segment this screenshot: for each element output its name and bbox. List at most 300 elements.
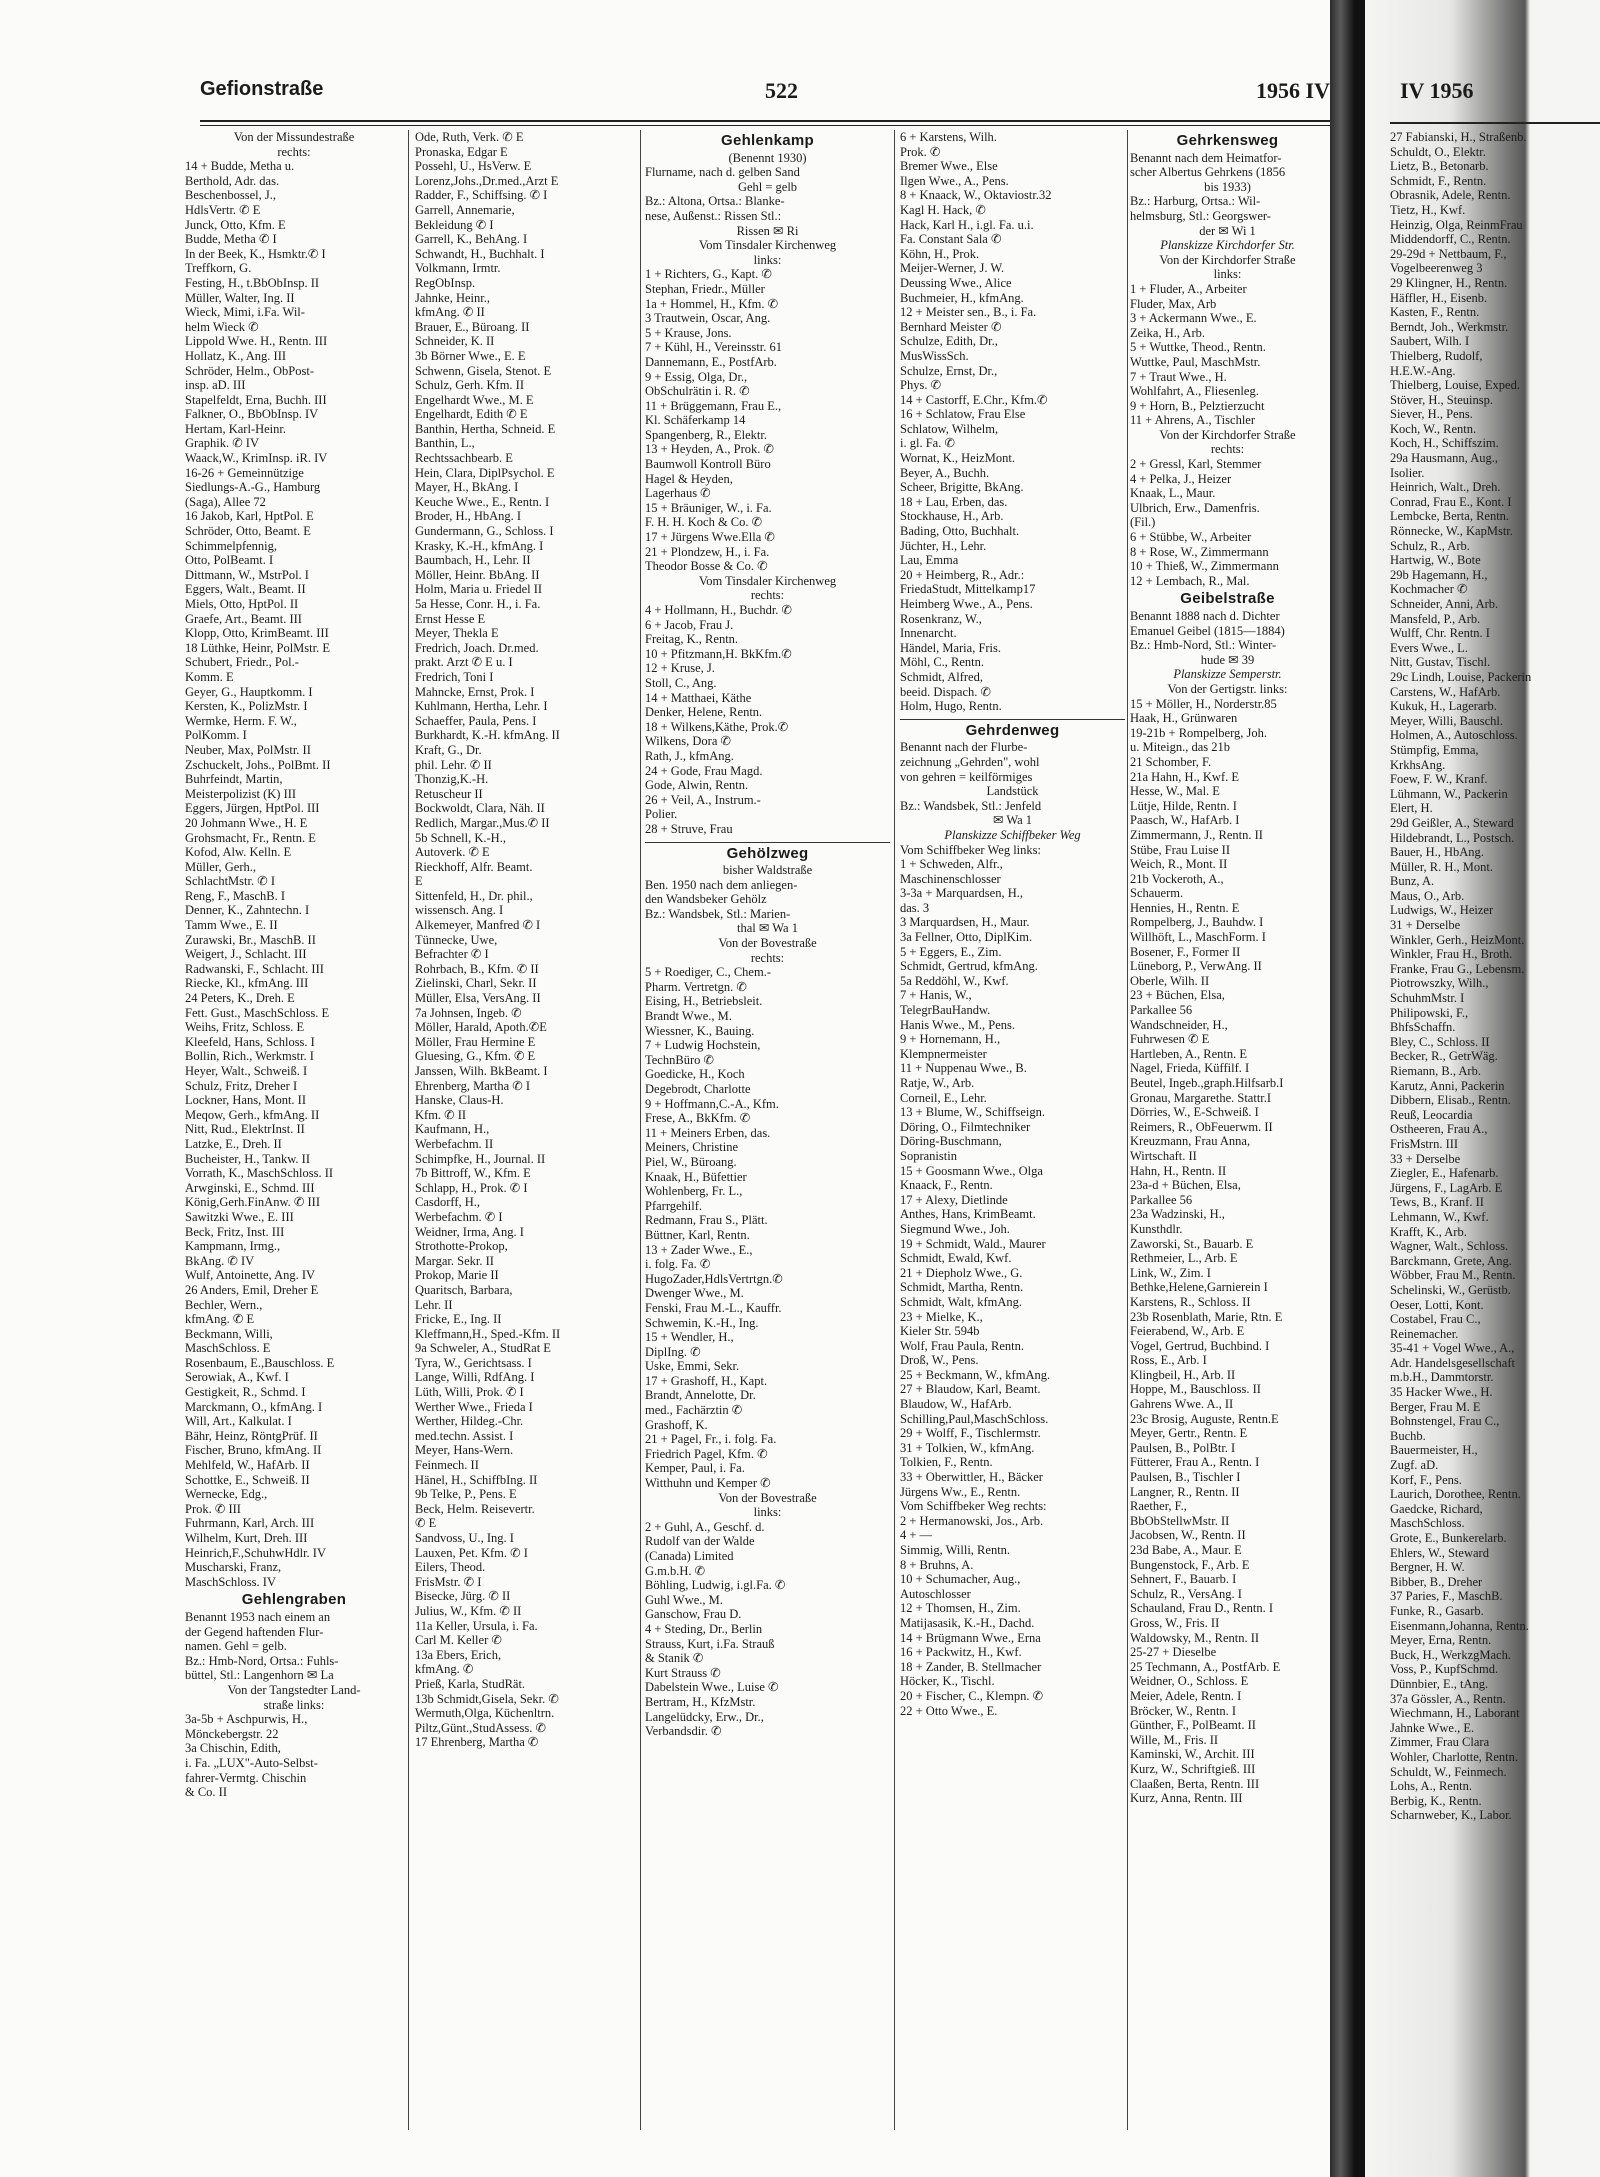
resident-entry: Schmidt, Ewald, Kwf. — [900, 1251, 1012, 1266]
resident-entry: Werbefachm. ✆ I — [415, 1209, 503, 1224]
resident-entry: Komm. E — [185, 669, 234, 684]
resident-entry: 21a Hahn, H., Kwf. E — [1130, 769, 1240, 784]
resident-entry: Langelüdcky, Erw., Dr., — [645, 1709, 764, 1724]
direction-note: Vom Tinsdaler Kirchenweg — [698, 238, 837, 253]
resident-entry: 3b Börner Wwe., E. E — [415, 348, 526, 363]
resident-entry: Wulf, Antoinette, Ang. IV — [185, 1268, 316, 1283]
resident-entry: Barckmann, Grete, Ang. — [1390, 1253, 1512, 1268]
resident-entry: Treffkorn, G. — [185, 261, 252, 276]
resident-entry: Schulze, Ernst, Dr., — [900, 363, 998, 378]
resident-entry: Dibbern, Elisab., Rentn. — [1390, 1093, 1511, 1108]
resident-entry: Paasch, W., HafArb. I — [1130, 813, 1240, 828]
resident-entry: DiplIng. ✆ — [645, 1344, 701, 1359]
resident-entry: 13b Schmidt,Gisela, Sekr. ✆ — [415, 1691, 559, 1706]
resident-entry: Koch, H., Schiffszim. — [1390, 436, 1499, 451]
resident-entry: Bröcker, W., Rentn. I — [1130, 1703, 1237, 1718]
resident-entry: 16-26 + Gemeinnützige — [185, 465, 304, 480]
resident-entry: Link, W., Zim. I — [1130, 1265, 1211, 1280]
resident-entry: Riemann, B., Arb. — [1390, 1064, 1481, 1078]
resident-entry: Reimers, R., ObFeuerwm. II — [1130, 1119, 1273, 1134]
resident-entry: Kl. Schäferkamp 14 — [645, 413, 746, 428]
resident-entry: Schmidt, Alfred, — [900, 669, 983, 684]
direction-note: Von der Bovestraße — [718, 936, 817, 951]
resident-entry: 2 + Hermanowski, Jos., Arb. — [900, 1513, 1044, 1528]
resident-entry: Klopp, Otto, KrimBeamt. III — [185, 626, 329, 641]
resident-entry: Winkler, Frau H., Broth. — [1390, 947, 1513, 962]
resident-entry: Jürgens Ww., E., Rentn. — [900, 1484, 1021, 1499]
resident-entry: Wilkens, Dora ✆ — [645, 734, 731, 749]
resident-entry: 13 + Heyden, A., Prok. ✆ — [645, 442, 774, 457]
resident-entry: In der Beek, K., Hsmktr.✆ I — [185, 246, 326, 261]
resident-entry: Kofod, Alw. Kelln. E — [185, 845, 292, 860]
resident-entry: Fischer, Bruno, kfmAng. II — [185, 1443, 322, 1458]
resident-entry: Casdorff, H., — [415, 1195, 481, 1210]
resident-entry: H.E.W.-Ang. — [1390, 363, 1456, 378]
resident-entry: Graphik. ✆ IV — [185, 436, 259, 451]
resident-entry: Spangenberg, R., Elektr. — [645, 427, 767, 442]
resident-entry: Riecke, Kl., kfmAng. III — [185, 976, 309, 991]
resident-entry: Jahnke, Heinr., — [415, 290, 490, 305]
resident-entry: Kfm. ✆ II — [415, 1107, 467, 1122]
resident-entry: 11 + Meiners Erben, das. — [645, 1125, 771, 1140]
resident-entry: PolKomm. I — [185, 728, 247, 743]
resident-entry: 33 + Oberwittler, H., Bäcker — [900, 1470, 1043, 1485]
resident-entry: 21 + Diepholz Wwe., G. — [900, 1265, 1023, 1280]
resident-entry: Kurz, W., Schriftgieß. III — [1130, 1761, 1256, 1776]
resident-entry: Otto, PolBeamt. I — [185, 553, 274, 568]
resident-entry: Budde, Metha ✆ I — [185, 232, 277, 247]
resident-entry: Nagel, Frieda, Küffilf. I — [1130, 1061, 1250, 1076]
resident-entry: Schulz, Fritz, Dreher I — [185, 1078, 298, 1093]
resident-entry: 2 + Guhl, A., Geschf. d. — [645, 1519, 765, 1534]
resident-entry: Wermke, Herm. F. W., — [185, 713, 297, 728]
resident-entry: Fredrich, Joach. Dr.med. — [415, 640, 539, 655]
resident-entry: m.b.H., Dammtorstr. — [1390, 1370, 1494, 1385]
resident-entry: Lockner, Hans, Mont. II — [185, 1093, 306, 1108]
resident-entry: Burkhardt, K.-H. kfmAng. II — [415, 728, 560, 743]
resident-entry: Hanis Wwe., M., Pens. — [900, 1017, 1016, 1032]
resident-entry: 3a Chischin, Edith, — [185, 1741, 281, 1756]
resident-entry: 21b Vockeroth, A., — [1130, 871, 1224, 886]
resident-entry: Kieler Str. 594b — [900, 1324, 980, 1339]
resident-entry: Lühmann, W., Packerin — [1390, 786, 1508, 801]
resident-entry: Kaufmann, H., — [415, 1122, 490, 1137]
resident-entry: Waldowsky, M., Rentn. II — [1130, 1630, 1260, 1645]
resident-entry: Adr. Handelsgesellschaft — [1390, 1355, 1515, 1370]
resident-entry: Tyra, W., Gerichtsass. I — [415, 1355, 532, 1370]
resident-entry: Kleffmann,H., Sped.-Kfm. II — [415, 1326, 561, 1341]
resident-entry: 17 + Grashoff, H., Kapt. — [645, 1373, 768, 1388]
resident-entry: Meier, Adele, Rentn. I — [1130, 1688, 1242, 1703]
resident-entry: Paulsen, B., Tischler I — [1130, 1470, 1241, 1485]
resident-entry: Kreuzmann, Frau Anna, — [1130, 1134, 1251, 1149]
resident-entry: Wuttke, Paul, MaschMstr. — [1130, 354, 1261, 369]
resident-entry: Evers Wwe., L. — [1390, 640, 1468, 655]
resident-entry: Ben. 1950 nach dem anliegen- — [645, 877, 798, 892]
resident-entry: Corneil, E., Lehr. — [900, 1090, 987, 1105]
resident-entry: fahrer-Vermtg. Chischin — [185, 1770, 307, 1785]
direction-note: bisher Waldstraße — [722, 863, 813, 878]
resident-entry: Hein, Clara, DiplPsychol. E — [415, 465, 555, 480]
resident-entry: kfmAng. ✆ E — [185, 1312, 255, 1327]
direction-note: Von der Bovestraße — [718, 1490, 817, 1505]
resident-entry: Stapelfeldt, Erna, Buchh. III — [185, 392, 327, 407]
resident-entry: 25 + Beckmann, W., kfmAng. — [900, 1367, 1051, 1382]
direction-note: rechts: — [750, 588, 785, 603]
resident-entry: Sittenfeld, H., Dr. phil., — [415, 888, 533, 903]
column-6-next-page — [1390, 130, 1600, 1823]
resident-entry: Weidner, Irma, Ang. I — [415, 1224, 524, 1239]
resident-entry: Carstens, W., HafArb. — [1390, 684, 1501, 699]
resident-entry: Marckmann, O., kfmAng. I — [185, 1399, 323, 1414]
resident-entry: HugoZader,HdlsVertrtgn.✆ — [645, 1271, 783, 1286]
resident-entry: Fuhrmann, Karl, Arch. III — [185, 1516, 315, 1531]
resident-entry: Bernhard Meister ✆ — [900, 319, 1002, 334]
resident-entry: 23 + Mielke, K., — [900, 1309, 983, 1324]
resident-entry: das. 3 — [900, 900, 930, 915]
resident-entry: 22 + Otto Wwe., E. — [900, 1703, 998, 1718]
resident-entry: Ehlers, W., Steward — [1390, 1545, 1489, 1560]
resident-entry: helmsburg, Stl.: Georgswer- — [1130, 208, 1271, 223]
resident-entry: Hanske, Claus-H. — [415, 1093, 504, 1108]
section-divider — [900, 719, 1125, 720]
resident-entry: 31 + Tolkien, W., kfmAng. — [900, 1440, 1035, 1455]
resident-entry: König,Gerh.FinAnw. ✆ III — [185, 1195, 320, 1210]
resident-entry: Wilhelm, Kurt, Dreh. III — [185, 1531, 308, 1545]
resident-entry: Klempnermeister — [900, 1046, 987, 1061]
resident-entry: 7 + Kühl, H., Vereinsstr. 61 — [645, 340, 783, 355]
resident-entry: Fütterer, Frau A., Rentn. I — [1130, 1455, 1260, 1470]
resident-entry: Thielberg, Rudolf, — [1390, 348, 1483, 363]
resident-entry: Müller, Gerh., — [185, 859, 257, 874]
resident-entry: 29d Geißler, A., Steward — [1390, 815, 1514, 830]
resident-entry: Baumbach, H., Lehr. II — [415, 553, 531, 568]
resident-entry: Meyer, Willi, Bauschl. — [1390, 713, 1503, 728]
resident-entry: 1 + Schweden, Alfr., — [900, 857, 1003, 872]
resident-entry: 7a Johnsen, Ingeb. ✆ — [415, 1005, 522, 1020]
direction-note: links: — [1213, 267, 1242, 282]
resident-entry: 21 + Pagel, Fr., i. folg. Fa. — [645, 1432, 777, 1447]
resident-entry: 13a Ebers, Erich, — [415, 1647, 502, 1662]
resident-entry: Lauxen, Pet. Kfm. ✆ I — [415, 1545, 528, 1560]
resident-entry: Müller, R. H., Mont. — [1390, 859, 1493, 874]
resident-entry: helm Wieck ✆ — [185, 319, 259, 334]
resident-entry: Droß, W., Pens. — [900, 1353, 979, 1368]
resident-entry: Will, Art., Kalkulat. I — [185, 1414, 292, 1429]
resident-entry: Schauerm. — [1130, 886, 1184, 901]
resident-entry: Simmig, Willi, Rentn. — [900, 1543, 1011, 1557]
resident-entry: Kaminski, W., Archit. III — [1130, 1747, 1255, 1762]
resident-entry: Brauer, E., Büroang. II — [415, 319, 530, 334]
resident-entry: Bergner, H. W. — [1390, 1560, 1465, 1575]
resident-entry: TechnBüro ✆ — [645, 1052, 714, 1067]
resident-entry: 14 + Castorff, E.Chr., Kfm.✆ — [900, 392, 1048, 407]
resident-entry: insp. aD. III — [185, 378, 246, 393]
header-rule — [200, 120, 1330, 122]
resident-entry: Bethke,Helene,Garnierein I — [1130, 1280, 1268, 1295]
resident-entry: 29-29d + Nettbaum, F., — [1390, 246, 1507, 261]
column-5 — [1130, 130, 1325, 1806]
resident-entry: büttel, Stl.: Langenhorn ✉ La — [185, 1668, 334, 1683]
resident-entry: Vogel, Gertrud, Buchbind. I — [1130, 1338, 1270, 1353]
resident-entry: Dünnbier, E., tAng. — [1390, 1676, 1489, 1691]
resident-entry: Siedlungs-A.-G., Hamburg — [185, 480, 321, 495]
resident-entry: Berbig, K., Rentn. — [1390, 1793, 1482, 1808]
resident-entry: Matijasasik, K.-H., Dachd. — [900, 1615, 1035, 1630]
resident-entry: 21 Schomber, F. — [1130, 754, 1212, 769]
resident-entry: Krasky, K.-H., kfmAng. I — [415, 538, 544, 553]
resident-entry: Pronaska, Edgar E — [415, 144, 508, 159]
resident-entry: Brandt Wwe., M. — [645, 1009, 732, 1024]
resident-entry: Parkallee 56 — [1130, 1192, 1193, 1207]
resident-entry: Schilling,Paul,MaschSchloss. — [900, 1411, 1049, 1426]
resident-entry: Beckmann, Willi, — [185, 1326, 273, 1341]
direction-note: Von der Gertigstr. links: — [1167, 681, 1288, 696]
resident-entry: RegObInsp. — [415, 275, 476, 290]
resident-entry: Jahnke Wwe., E. — [1390, 1720, 1475, 1735]
resident-entry: namen. Gehl = gelb. — [185, 1639, 287, 1654]
resident-entry: 9 + Hornemann, H., — [900, 1032, 1001, 1047]
resident-entry: Autoschlosser — [900, 1586, 971, 1601]
resident-entry: BbObStellwMstr. II — [1130, 1513, 1230, 1528]
resident-entry: Piotrowszky, Wilh., — [1390, 976, 1489, 991]
resident-entry: Redlich, Margar.,Mus.✆ II — [415, 815, 550, 830]
resident-entry: Kemper, Paul, i. Fa. — [645, 1461, 745, 1476]
resident-entry: 11 + Ahrens, A., Tischler — [1130, 413, 1255, 428]
resident-entry: Benannt nach dem Heimatfor- — [1130, 150, 1282, 165]
resident-entry: 2 + Gressl, Karl, Stemmer — [1130, 457, 1262, 472]
resident-entry: 7 + Ludwig Hochstein, — [645, 1038, 761, 1053]
resident-entry: Schulz, R., VersAng. I — [1130, 1586, 1242, 1601]
next-page-header — [1400, 78, 1600, 118]
column-divider — [408, 130, 409, 2130]
resident-entry: prakt. Arzt ✆ E u. I — [415, 655, 513, 670]
resident-entry: 3 Trautwein, Oscar, Ang. — [645, 311, 771, 326]
resident-entry: Phys. ✆ — [900, 378, 942, 393]
resident-entry: Reng, F., MaschB. I — [185, 888, 286, 903]
resident-entry: Rönnecke, W., KapMstr. — [1390, 524, 1513, 539]
resident-entry: Bosener, F., Former II — [1130, 944, 1241, 959]
resident-entry: Fricke, E., Ing. II — [415, 1312, 502, 1327]
resident-entry: 17 Ehrenberg, Martha ✆ — [415, 1735, 539, 1750]
resident-entry: 17 + Jürgens Wwe.Ella ✆ — [645, 530, 775, 545]
resident-entry: 29a Hausmann, Aug., — [1390, 451, 1498, 466]
resident-entry: i. gl. Fa. ✆ — [900, 436, 955, 451]
next-page-rule — [1390, 122, 1600, 124]
resident-entry: Geyer, G., Hauptkomm. I — [185, 684, 313, 699]
resident-entry: Rechtssachbearb. E — [415, 451, 513, 466]
resident-entry: Werbefachm. II — [415, 1136, 494, 1151]
resident-entry: Banthin, L., — [415, 436, 475, 451]
resident-entry: Lembcke, Berta, Rentn. — [1390, 509, 1510, 524]
resident-entry: Stockhause, H., Arb. — [900, 509, 1004, 524]
resident-entry: Holmen, A., Autoschloss. — [1390, 728, 1518, 743]
resident-entry: 20 + Heimberg, R., Adr.: — [900, 567, 1025, 582]
resident-entry: beeid. Dispach. ✆ — [900, 684, 992, 699]
resident-entry: Strothotte-Prokop, — [415, 1239, 508, 1254]
direction-note: rechts: — [750, 950, 785, 965]
resident-entry: Guhl Wwe., M. — [645, 1592, 723, 1607]
resident-entry: Bibber, B., Dreher — [1390, 1574, 1483, 1589]
resident-entry: 3 Marquardsen, H., Maur. — [900, 915, 1030, 930]
resident-entry: Dwenger Wwe., M. — [645, 1286, 744, 1301]
resident-entry: Graefe, Art., Beamt. III — [185, 611, 302, 626]
resident-entry: Scharnweber, K., Labor. — [1390, 1808, 1512, 1823]
resident-entry: Schelinski, W., Gerüstb. — [1390, 1282, 1511, 1297]
resident-entry: FrisMstr. ✆ I — [415, 1574, 482, 1589]
resident-entry: ObSchulrätin i. R. ✆ — [645, 384, 750, 399]
resident-entry: Gundermann, G., Schloss. I — [415, 524, 554, 539]
resident-entry: (Saga), Allee 72 — [185, 494, 266, 509]
resident-entry: Maschinenschlosser — [900, 871, 1001, 886]
resident-entry: Schwandt, H., Buchhalt. I — [415, 246, 545, 261]
resident-entry: 3a Fellner, Otto, DiplKim. — [900, 930, 1033, 945]
resident-entry: Möhl, C., Rentn. — [900, 655, 985, 670]
resident-entry: 26 Anders, Emil, Dreher E — [185, 1282, 319, 1297]
resident-entry: i. folg. Fa. ✆ — [645, 1257, 711, 1272]
resident-entry: Mehlfeld, W., HafArb. II — [185, 1458, 310, 1473]
resident-entry: Böhling, Ludwig, i.gl.Fa. ✆ — [645, 1578, 786, 1593]
resident-entry: Schottke, E., Schweiß. II — [185, 1472, 310, 1487]
resident-entry: Kagl H. Hack, ✆ — [900, 202, 986, 217]
resident-entry: Schwemin, K.-H., Ing. — [645, 1315, 759, 1330]
resident-entry: 15 + Möller, H., Norderstr.85 — [1130, 696, 1277, 711]
resident-entry: Eilers, Theod. — [415, 1560, 486, 1575]
resident-entry: med., Fachärztin ✆ — [645, 1403, 743, 1418]
resident-entry: Beutel, Ingeb.,graph.Hilfsarb.I — [1130, 1076, 1284, 1090]
resident-entry: Heinrich,F.,SchuhwHdlr. IV — [185, 1545, 326, 1560]
resident-entry: SchuhmMstr. I — [1390, 991, 1465, 1006]
resident-entry: F. H. H. Koch & Co. ✆ — [645, 515, 763, 530]
resident-entry: Ehrenberg, Martha ✆ I — [415, 1078, 531, 1093]
resident-entry: 12 + Lembach, R., Mal. — [1130, 573, 1250, 588]
resident-entry: Siegmund Wwe., Joh. — [900, 1221, 1010, 1236]
resident-entry: 25-27 + Dieselbe — [1130, 1645, 1217, 1660]
resident-entry: Stöver, H., Steuinsp. — [1390, 392, 1493, 407]
resident-entry: Schmidt, Walt, kfmAng. — [900, 1294, 1023, 1309]
resident-entry: Piel, W., Büroang. — [645, 1154, 737, 1169]
resident-entry: Bunz, A. — [1390, 874, 1435, 889]
resident-entry: Kasten, F., Rentn. — [1390, 305, 1480, 320]
resident-entry: Nitt, Gustav, Tischl. — [1390, 655, 1491, 670]
resident-entry: Schulz, R., Arb. — [1390, 538, 1470, 553]
resident-entry: von gehren = keilförmiges — [900, 769, 1033, 784]
resident-entry: 27 + Blaudow, Karl, Beamt. — [900, 1382, 1041, 1397]
resident-entry: Zugf. aD. — [1390, 1458, 1439, 1473]
resident-entry: 16 Jakob, Karl, HptPol. E — [185, 509, 314, 524]
resident-entry: Lippold Wwe. H., Rentn. III — [185, 334, 328, 349]
direction-note: Gehl = gelb — [737, 179, 798, 194]
resident-entry: Sehnert, F., Bauarb. I — [1130, 1572, 1237, 1587]
resident-entry: Tews, B., Kranf. II — [1390, 1195, 1484, 1210]
resident-entry: Mansfeld, P., Arb. — [1390, 611, 1481, 626]
resident-entry: Conrad, Frau E., Kont. I — [1390, 494, 1512, 509]
resident-entry: Bauermeister, H., — [1390, 1443, 1478, 1458]
plan-sketch-note: Planskizze Schiffbeker Weg — [944, 827, 1081, 842]
resident-entry: Beyer, A., Buchh. — [900, 465, 990, 480]
resident-entry: Goedicke, H., Koch — [645, 1067, 745, 1082]
resident-entry: Eising, H., Betriebsleit. — [645, 994, 763, 1009]
resident-entry: Retuscheur II — [415, 786, 483, 801]
resident-entry: Bremer Wwe., Else — [900, 159, 998, 174]
resident-entry: Raether, F., — [1130, 1499, 1187, 1514]
resident-entry: Thielberg, Louise, Exped. — [1390, 378, 1520, 393]
resident-entry: Holm, Maria u. Friedel II — [415, 582, 543, 597]
resident-entry: 5 + Eggers, E., Zim. — [900, 944, 1002, 959]
resident-entry: Grote, E., Bunkerelarb. — [1390, 1531, 1507, 1545]
resident-entry: Parkallee 56 — [1130, 1003, 1193, 1018]
resident-entry: 9b Telke, P., Pens. E — [415, 1487, 517, 1502]
resident-entry: Bz.: Hmb-Nord, Stl.: Winter- — [1130, 638, 1277, 653]
resident-entry: Rompelberg, J., Bauhdw. I — [1130, 915, 1264, 930]
resident-entry: Heyer, Walt., Schweiß. I — [185, 1064, 308, 1078]
resident-entry: Korf, F., Pens. — [1390, 1472, 1462, 1487]
plan-sketch-note: Planskizze Semperstr. — [1173, 667, 1282, 682]
resident-entry: Piltz,Günt.,StudAssess. ✆ — [415, 1720, 546, 1735]
resident-entry: Hartwig, W., Bote — [1390, 553, 1481, 568]
resident-entry: Bley, C., Schloss. II — [1390, 1034, 1490, 1049]
resident-entry: Ziegler, E., Hafenarb. — [1390, 1166, 1499, 1181]
resident-entry: Kunsthdlr. — [1130, 1221, 1183, 1236]
resident-entry: Heinrich, Walt., Dreh. — [1390, 480, 1501, 495]
resident-entry: Hertam, Karl-Heinr. — [185, 421, 287, 436]
resident-entry: Festing, H., t.BbObInsp. II — [185, 275, 320, 290]
resident-entry: 10 + Schumacher, Aug., — [900, 1572, 1021, 1587]
resident-entry: Foew, F. W., Kranf. — [1390, 772, 1488, 787]
resident-entry: Benannt 1953 nach einem an — [185, 1609, 331, 1624]
resident-entry: 8 + Knaack, W., Oktaviostr.32 — [900, 188, 1052, 203]
resident-entry: Gahrens Wwe. A., II — [1130, 1397, 1234, 1412]
resident-entry: Junck, Otto, Kfm. E — [185, 217, 286, 232]
resident-entry: Schröder, Otto, Beamt. E — [185, 524, 311, 539]
resident-entry: Sandvoss, U., Ing. I — [415, 1531, 514, 1545]
resident-entry: Lehmann, W., Kwf. — [1390, 1209, 1489, 1224]
resident-entry: 14 + Brügmann Wwe., Erna — [900, 1630, 1041, 1645]
resident-entry: Holm, Hugo, Rentn. — [900, 699, 1002, 714]
resident-entry: Scheer, Brigitte, BkAng. — [900, 480, 1024, 495]
column-4 — [900, 130, 1125, 1718]
resident-entry: Waack,W., KrimInsp. iR. IV — [185, 451, 328, 466]
resident-entry: Volkmann, Irmtr. — [415, 261, 501, 276]
resident-entry: Schmidt, Gertrud, kfmAng. — [900, 959, 1038, 974]
resident-entry: 4 + — — [900, 1528, 933, 1543]
resident-entry: Ganschow, Frau D. — [645, 1607, 742, 1622]
resident-entry: Eggers, Jürgen, HptPol. III — [185, 801, 320, 816]
resident-entry: Prok. ✆ — [900, 144, 941, 159]
resident-entry: Thonzig,K.-H. — [415, 772, 489, 787]
resident-entry: den Wandsbeker Gehölz — [645, 892, 767, 907]
page-number: 522 — [765, 78, 798, 103]
resident-entry: Bz.: Hmb-Nord, Ortsa.: Fuhls- — [185, 1653, 339, 1668]
resident-entry: Bockwoldt, Clara, Näh. II — [415, 801, 545, 816]
resident-entry: 8 + Bruhns, A. — [900, 1557, 974, 1572]
resident-entry: Wiechmann, H., Laborant — [1390, 1706, 1520, 1721]
resident-entry: Wohlfahrt, A., Fliesenleg. — [1130, 384, 1259, 399]
resident-entry: TelegrBauHandw. — [900, 1003, 991, 1018]
resident-entry: Franke, Frau G., Lebensm. — [1390, 961, 1525, 976]
resident-entry: Dittmann, W., MstrPol. I — [185, 567, 309, 582]
resident-entry: Meiners, Christine — [645, 1140, 739, 1155]
resident-entry: Bähr, Heinz, RöntgPrüf. II — [185, 1428, 318, 1443]
resident-entry: Dörries, W., E-Schweiß. I — [1130, 1105, 1259, 1120]
resident-entry: MaschSchloss. IV — [185, 1574, 276, 1589]
resident-entry: Bungenstock, F., Arb. E — [1130, 1557, 1250, 1572]
resident-entry: Lorenz,Johs.,Dr.med.,Arzt E — [415, 173, 559, 188]
resident-entry: Kochmacher ✆ — [1390, 582, 1468, 597]
resident-entry: Claaßen, Berta, Rentn. III — [1130, 1776, 1260, 1791]
resident-entry: 15 + Wendler, H., — [645, 1330, 734, 1345]
resident-entry: Zimmer, Frau Clara — [1390, 1735, 1490, 1750]
